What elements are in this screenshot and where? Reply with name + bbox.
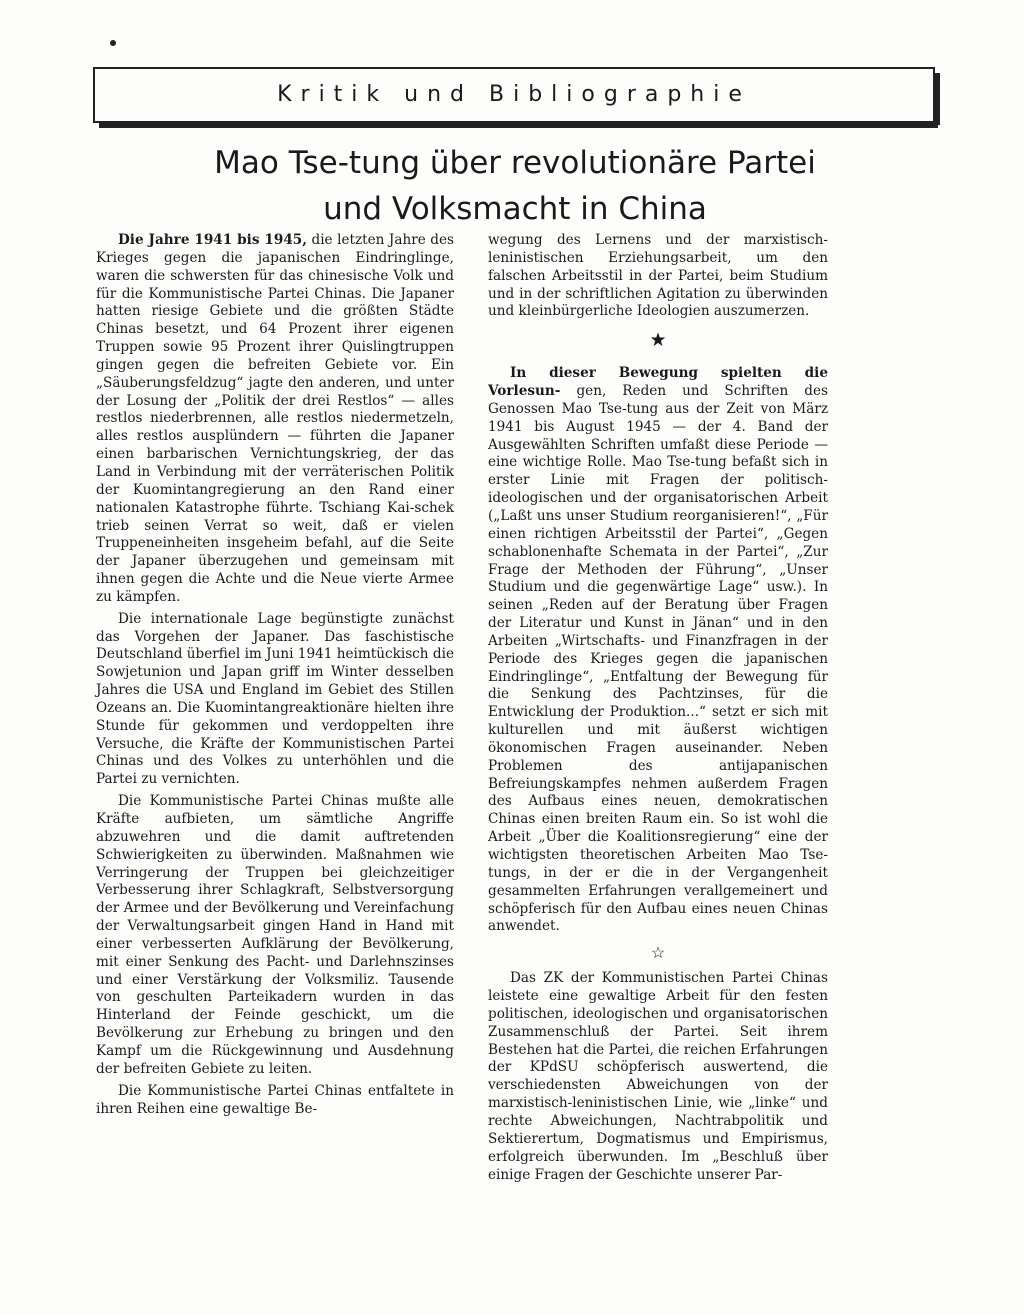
section-label: Kritik und Bibliographie	[277, 82, 751, 107]
lead-in: In dieser Bewegung spielten die Vorlesun-	[488, 365, 828, 400]
star-divider-outline: ☆	[650, 943, 666, 963]
article-title	[100, 140, 930, 232]
paragraph: Die internationale Lage begünstigte zunächst das Vorgehen der Japaner. Das faschistische Deutschland überfiel im Juni 1941 heimtückisch die Sowjetunion und Japan griff im Winter desselben Jahres die USA und England im Gebiet des Stillen Ozeans an. Die Kuomintangreaktionäre hielten ihre Stunde für gekommen und verdoppelten ihre Versuche, die Kräfte der Kommunistischen Partei Chinas und des Volkes zu unterhöhlen und die Partei zu vernichten.	[96, 610, 454, 788]
right-column	[488, 232, 828, 1188]
paragraph: Das ZK der Kommunistischen Partei Chinas leistete eine gewaltige Arbeit für den festen politischen, ideologischen und organisatorischen Zusammenschluß der Partei. Seit ihrem Bestehen hat die Partei, die reichen Erfahrungen der KPdSU schöpferisch auswertend, die verschiedensten Abweichungen von der marxistisch-leninistischen Linie, wie „linke“ und rechte Abweichungen, Nachtrabpolitik und Sektierertum, Dogmatismus und Empirismus, erfolgreich überwunden. Im „Beschluß über einige Fragen der Geschichte unserer Par-	[488, 970, 828, 1183]
left-column	[96, 232, 454, 1122]
paragraph-text: gen, Reden und Schriften des Genossen Mao Tse-tung aus der Zeit von März 1941 bis August 1945 — der 4. Band der Ausgewählten Schriften umfaßt diese Periode — eine wichtige Rolle. Mao Tse-tung befaßt sich in erster Linie mit Fragen der politisch-ideologischen und der organisatorischen Arbeit („Laßt uns unser Studium reorganisieren!“, „Für einen richtigen Arbeitsstil der Partei“, „Gegen schablonenhafte Schemata in der Partei“, „Zur Frage der Methoden der Führung“, „Unser Studium und die gegenwärtige Lage“ usw.). In seinen „Reden auf der Beratung über Fragen der Literatur und Kunst in Jänan“ und in den Arbeiten „Wirtschafts- und Finanzfragen in der Periode des Krieges gegen die japanischen Eindringlinge“, „Entfaltung der Bewegung für die Senkung des Pachtzinses, für die Entwicklung der Produktion...“ setzt er sich mit kulturellen und mit äußerst wichtigen ökonomischen Fragen auseinander. Neben Problemen des antijapanischen Befreiungskampfes nehmen außerdem Fragen des Aufbaus eines neuen, demokratischen Chinas einen breiten Raum ein. So ist wohl die Arbeit „Über die Koalitionsregierung“ eine der wichtigsten theoretischen Arbeiten Mao Tse-tungs, in der er die in der Vergangenheit gesammelten Erfahrungen verallgemeinert und schöpferisch für den Aufbau eines neuen Chinas anwendet.	[488, 383, 828, 935]
lead-in: Die Jahre 1941 bis 1945,	[118, 232, 307, 248]
title-line-1: Mao Tse-tung über revolutionäre Partei	[214, 145, 816, 181]
paragraph	[96, 232, 454, 607]
section-header-box	[93, 67, 935, 123]
paragraph-text: die letzten Jahre des Krieges gegen die japanischen Eindringlinge, waren die schwersten für das chinesische Volk und für die Kommunistische Partei Chinas. Die Japaner hatten riesige Gebiete und die größten Städte Chinas besetzt, und 64 Prozent ihrer eigenen Truppen sowie 95 Prozent ihrer Quislingtruppen gingen gegen die befreiten Gebiete vor. Ein „Säuberungsfeldzug“ jagte den anderen, und unter der Losung der „Politik der drei Restlos“ — alles restlos niederbrennen, alle restlos niedermetzeln, alles restlos ausplündern — führten die Japaner einen barbarischen Vernichtungskrieg, der das Land in Verbindung mit der verräterischen Politik der Kuomintangregierung an den Rand einer nationalen Katastrophe führte. Tschiang Kai-schek trieb seinen Verrat so weit, daß er vielen Truppeneinheiten insgeheim befahl, auf die Seite der Japaner überzugehen und gemeinsam mit ihnen gegen die Achte und die Neue vierte Armee zu kämpfen.	[96, 232, 454, 605]
ink-mark	[110, 40, 116, 46]
paragraph: wegung des Lernens und der marxistisch-leninistischen Erziehungsarbeit, um den falschen Arbeitsstil in der Partei, beim Studium und in der schriftlichen Agitation zu überwinden und kleinbürgerliche Ideologien auszumerzen.	[488, 232, 828, 320]
star-divider: ★	[649, 329, 667, 352]
title-line-2: und Volksmacht in China	[323, 191, 707, 227]
paragraph: Die Kommunistische Partei Chinas mußte alle Kräfte aufbieten, um sämtliche Angriffe abzuwehren und die damit auftretenden Schwierigkeiten zu überwinden. Maßnahmen wie Verringerung der Truppen bei gleichzeitiger Verbesserung ihrer Schlagkraft, Selbstversorgung der Armee und der Bevölkerung und Vereinfachung der Verwaltungsarbeit gingen Hand in Hand mit einer verbesserten Aufklärung der Bevölkerung, mit einer Senkung des Pacht- und Darlehnszinses und einer Verstärkung der Volksmiliz. Tausende von geschulten Parteikadern wurden in das Hinterland der Feinde geschickt, um die Bevölkerung zur Erhebung zu bringen und den Kampf um die Rückgewinnung und Ausdehnung der befreiten Gebiete zu leiten.	[96, 793, 454, 1077]
paragraph: Die Kommunistische Partei Chinas entfaltete in ihren Reihen eine gewaltige Be-	[96, 1082, 454, 1117]
paragraph	[488, 365, 828, 936]
